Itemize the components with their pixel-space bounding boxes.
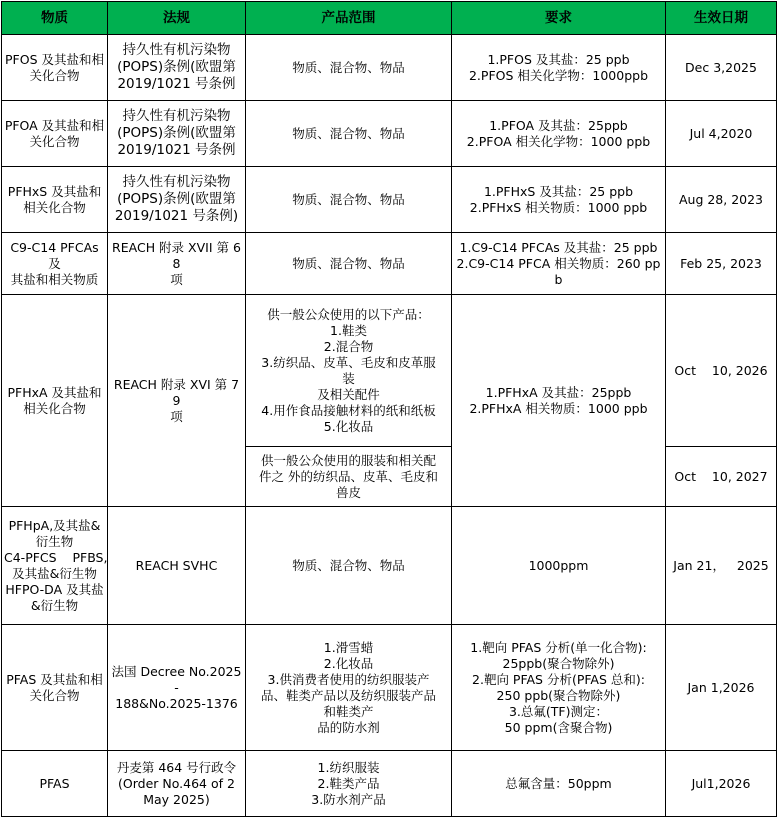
table-row [2, 625, 777, 751]
effective-date-cell: Jan 1,2026 [666, 625, 777, 751]
regulation-line: 持久性有机污染物 [122, 174, 231, 190]
requirement-line: 2.C9-C14 PFCA 相关物质：260 ppb [456, 255, 661, 287]
scope-line: 2.混合物 [323, 338, 374, 354]
regulation-line: (Order No.464 of 2 [118, 775, 235, 791]
regulation-cell [108, 751, 246, 817]
table-row [2, 295, 777, 447]
requirement-line: 25ppb(聚合物除外) [502, 655, 615, 671]
effective-date-cell: Oct 10, 2026 [666, 295, 777, 447]
scope-cell: 物质、混合物、物品 [246, 35, 452, 101]
table-row [2, 507, 777, 625]
scope-cell: 物质、混合物、物品 [246, 167, 452, 233]
regulation-line: REACH 附录 XVI 第 79 [113, 376, 240, 408]
table-row [2, 233, 777, 295]
substance-line: 衍生物 [35, 533, 74, 549]
regulation-line: May 2025) [143, 791, 210, 807]
requirement-line: 2.PFHxA 相关物质：1000 ppb [469, 400, 648, 416]
substance-line: PFOS 及其盐和相 [5, 51, 104, 67]
requirement-line: 1.C9-C14 PFCAs 及其盐：25 ppb [459, 239, 658, 255]
substance-line: &衍生物 [30, 597, 79, 613]
requirement-line: 1.靶向 PFAS 分析(单一化合物): [470, 639, 647, 655]
requirement-cell [452, 625, 666, 751]
substance-line: 相关化合物 [23, 199, 86, 215]
substance-cell [2, 101, 108, 167]
scope-line: 2.鞋类产品 [317, 775, 380, 791]
regulation-line: 持久性有机污染物 [122, 108, 231, 124]
requirement-line: 3.总氟(TF)测定： [508, 703, 608, 719]
scope-cell [246, 295, 452, 447]
regulation-cell [108, 167, 246, 233]
scope-line: 1.鞋类 [330, 322, 367, 338]
scope-cell [246, 751, 452, 817]
regulation-table [1, 1, 777, 817]
requirement-cell: 总氟含量：50ppm [452, 751, 666, 817]
requirement-line: 2.PFHxS 相关物质：1000 ppb [469, 199, 648, 215]
regulation-line: 项 [170, 408, 183, 424]
substance-cell [2, 507, 108, 625]
requirement-line: 2.PFOA 相关化学物：1000 ppb [466, 133, 651, 149]
scope-line: 1.纺织服装 [317, 759, 380, 775]
table-row [2, 101, 777, 167]
effective-date-cell: Jul 4,2020 [666, 101, 777, 167]
scope-line: 3.供消费者使用的纺织服装产 [267, 671, 430, 687]
substance-cell [2, 167, 108, 233]
regulation-line: 持久性有机污染物 [122, 42, 231, 58]
scope-line: 5.化妆品 [323, 418, 374, 434]
regulation-line: (POPS)条例(欧盟第 [117, 59, 236, 75]
requirement-line: 1.PFHxA 及其盐：25ppb [485, 384, 632, 400]
scope-cell: 物质、混合物、物品 [246, 233, 452, 295]
scope-line: 兽皮 [335, 484, 361, 500]
requirement-line: 1.PFOA 及其盐：25ppb [489, 117, 628, 133]
effective-date-cell: Feb 25, 2023 [666, 233, 777, 295]
substance-line: PFAS 及其盐和相 [6, 671, 103, 687]
substance-line: PFOA 及其盐和相 [4, 117, 105, 133]
scope-line: 件之 外的纺织品、皮革、毛皮和 [259, 468, 438, 484]
effective-date-cell: Jul1,2026 [666, 751, 777, 817]
regulation-line: (POPS)条例(欧盟第 [117, 125, 236, 141]
substance-line: 相关化合物 [23, 400, 86, 416]
scope-line: 3.纺织品、皮革、毛皮和皮革服 [261, 354, 436, 370]
regulation-line: 2019/1021 号条例 [117, 142, 236, 158]
scope-line: 供一般公众使用的以下产品： [267, 306, 430, 322]
requirement-cell [452, 35, 666, 101]
regulation-cell [108, 35, 246, 101]
substance-line: 及其盐&衍生物 [12, 565, 97, 581]
substance-line: PFHxS 及其盐和 [7, 183, 102, 199]
regulation-line: 项 [170, 271, 183, 287]
scope-line: 及相关配件 [317, 386, 380, 402]
header-effective-date: 生效日期 [666, 2, 777, 35]
scope-cell: 物质、混合物、物品 [246, 101, 452, 167]
scope-line: 3.防水剂产品 [311, 791, 386, 807]
table-row [2, 751, 777, 817]
requirement-line: 2.靶向 PFAS 分析(PFAS 总和): [472, 671, 645, 687]
substance-cell [2, 625, 108, 751]
effective-date-cell: Oct 10, 2027 [666, 447, 777, 507]
requirement-line: 50 ppm(含聚合物) [504, 719, 613, 735]
scope-cell: 物质、混合物、物品 [246, 507, 452, 625]
regulation-line: REACH 附录 XVII 第 68 [112, 239, 241, 271]
header-scope: 产品范围 [246, 2, 452, 35]
substance-line: PFHxA 及其盐和 [7, 384, 102, 400]
scope-line: 和鞋类产 [323, 703, 374, 719]
regulation-line: 法国 Decree No.2025- [111, 663, 242, 695]
scope-line: 2.化妆品 [323, 655, 374, 671]
regulation-cell [108, 101, 246, 167]
scope-cell [246, 625, 452, 751]
table-header-row [2, 2, 777, 35]
substance-line: HFPO-DA 及其盐 [5, 581, 104, 597]
regulation-cell: REACH SVHC [108, 507, 246, 625]
table-row [2, 35, 777, 101]
substance-cell [2, 233, 108, 295]
regulation-line: (POPS)条例(欧盟第 [117, 191, 236, 207]
scope-line: 1.滑雪蜡 [323, 639, 374, 655]
regulation-cell [108, 233, 246, 295]
requirement-cell [452, 233, 666, 295]
effective-date-cell: Jan 21， 2025 [666, 507, 777, 625]
requirement-line: 1.PFOS 及其盐：25 ppb [487, 51, 630, 67]
header-regulation: 法规 [108, 2, 246, 35]
scope-cell [246, 447, 452, 507]
regulation-cell [108, 295, 246, 507]
regulation-line: 188&No.2025-1376 [115, 695, 238, 711]
effective-date-cell: Aug 28, 2023 [666, 167, 777, 233]
header-substance: 物质 [2, 2, 108, 35]
substance-cell: PFAS [2, 751, 108, 817]
substance-line: C4-PFCS PFBS, [4, 549, 108, 565]
substance-cell [2, 295, 108, 507]
scope-line: 供一般公众使用的服装和相关配 [260, 452, 436, 468]
requirement-line: 250 ppb(聚合物除外) [496, 687, 621, 703]
effective-date-cell: Dec 3,2025 [666, 35, 777, 101]
requirement-cell [452, 101, 666, 167]
table-row [2, 167, 777, 233]
substance-cell [2, 35, 108, 101]
requirement-line: 1.PFHxS 及其盐：25 ppb [483, 183, 634, 199]
scope-line: 装 [342, 370, 355, 386]
substance-line: 关化合物 [29, 687, 80, 703]
substance-line: PFHpA,及其盐& [8, 517, 101, 533]
requirement-cell [452, 295, 666, 507]
header-requirement: 要求 [452, 2, 666, 35]
requirement-line: 2.PFOS 相关化学物：1000ppb [468, 67, 649, 83]
regulation-line: 丹麦第 464 号行政令 [116, 759, 237, 775]
requirement-cell: 1000ppm [452, 507, 666, 625]
scope-line: 4.用作食品接触材料的纸和纸板 [261, 402, 436, 418]
substance-line: C9-C14 PFCAs 及 [10, 239, 99, 271]
regulation-line: 2019/1021 号条例 [117, 76, 236, 92]
substance-line: 关化合物 [29, 133, 80, 149]
scope-line: 品的防水剂 [317, 719, 380, 735]
substance-line: 关化合物 [29, 67, 80, 83]
requirement-cell [452, 167, 666, 233]
regulation-line: 2019/1021 号条例) [114, 208, 239, 224]
scope-line: 品、鞋类产品以及纺织服装产品 [260, 687, 436, 703]
regulation-cell [108, 625, 246, 751]
substance-line: 其盐和相关物质 [10, 271, 99, 287]
